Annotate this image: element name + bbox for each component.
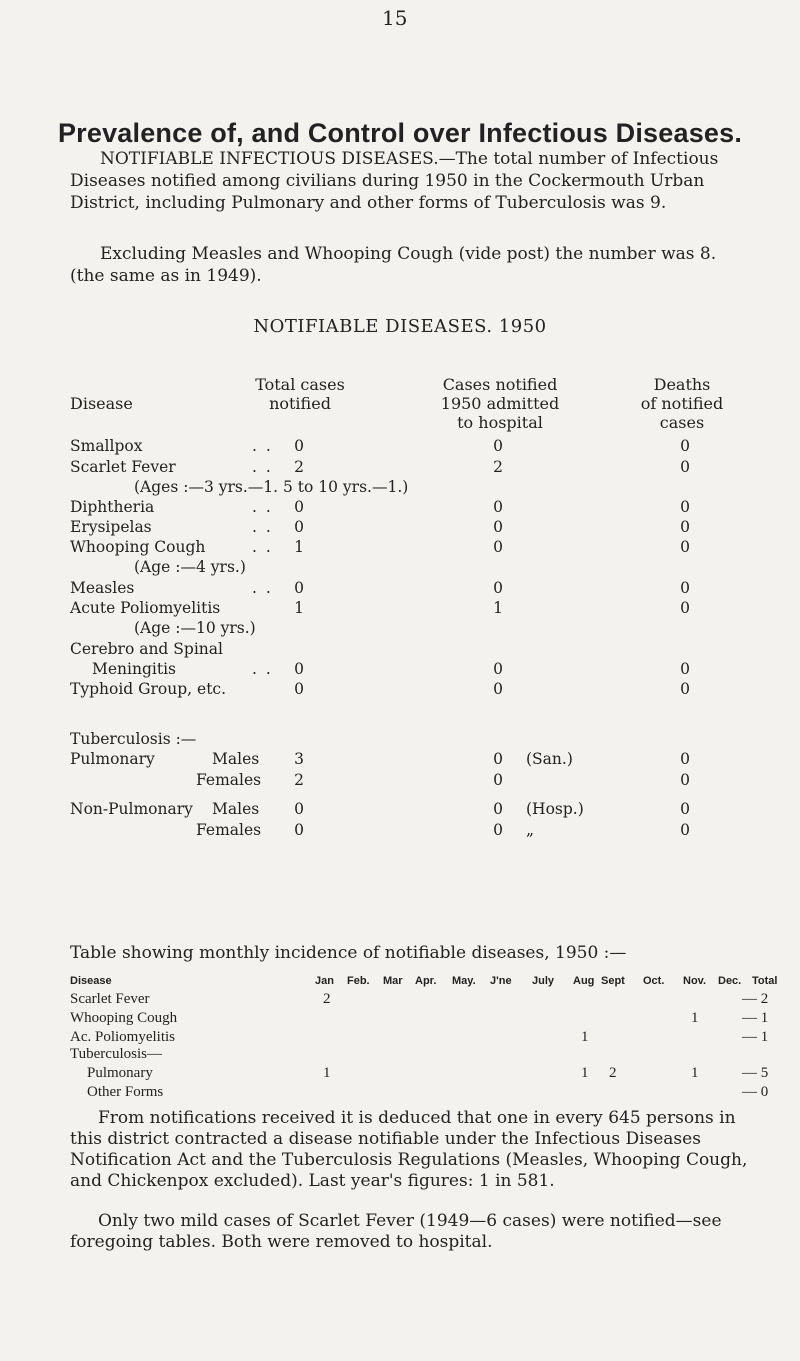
disease-name: Erysipelas: [70, 518, 152, 536]
tb-hospital-note: (San.): [526, 750, 573, 768]
deaths: 0: [680, 660, 690, 678]
header-hosp-line1: Cases notified: [442, 375, 558, 394]
excluding-paragraph: [70, 243, 750, 287]
leader-dots: . .: [252, 579, 273, 597]
header-deaths-line1: Deaths: [653, 375, 711, 394]
header-total-line2: notified: [269, 394, 331, 413]
tb-hospital-note: „: [526, 821, 535, 839]
tb-group: Pulmonary: [70, 750, 155, 768]
tb-hospital: 0: [493, 821, 503, 839]
tb-heading: Tuberculosis :—: [70, 730, 197, 748]
notifications-paragraph: [70, 1108, 750, 1192]
monthly-header-total: Total: [752, 975, 778, 987]
monthly-header-month: Dec.: [718, 975, 742, 987]
deaths: 0: [680, 538, 690, 556]
monthly-count: 1: [581, 1029, 589, 1045]
admitted-to-hospital: 0: [493, 660, 503, 678]
deaths: 0: [680, 599, 690, 617]
monthly-row-label: Scarlet Fever: [70, 991, 150, 1007]
disease-name: Cerebro and Spinal: [70, 640, 223, 658]
header-disease: Disease: [70, 394, 133, 413]
monthly-row-label: Pulmonary: [87, 1065, 153, 1081]
monthly-caption: Table showing monthly incidence of notifiable diseases, 1950 :—: [70, 943, 627, 963]
tb-total: 3: [294, 750, 304, 768]
total-notified: 2: [294, 458, 304, 476]
excluding-text: Excluding Measles and Whooping Cough (vide post) the number was 8. (the same as in 1949).: [70, 244, 717, 286]
disease-name: Measles: [70, 579, 135, 597]
tb-deaths: 0: [680, 800, 690, 818]
monthly-count: 1: [323, 1065, 331, 1081]
intro-text: NOTIFIABLE INFECTIOUS DISEASES.—The total number of Infectious Diseases notified among civilians during 1950 in the Cockermouth Urban District, including Pulmonary and other forms of Tuberculosis was 9.: [70, 149, 719, 213]
monthly-row-label: Ac. Poliomyelitis: [70, 1029, 175, 1045]
monthly-count: 1: [691, 1065, 699, 1081]
header-hosp-line3: to hospital: [457, 413, 543, 432]
deaths: 0: [680, 498, 690, 516]
disease-name: Acute Poliomyelitis: [70, 599, 221, 617]
monthly-total: — 0: [742, 1084, 769, 1100]
deaths: 0: [680, 518, 690, 536]
monthly-header-month: Feb.: [347, 975, 370, 987]
monthly-row-label: Other Forms: [87, 1084, 164, 1100]
monthly-row-label: Tuberculosis—: [70, 1046, 162, 1062]
admitted-to-hospital: 0: [493, 518, 503, 536]
monthly-header-month: Nov.: [683, 975, 707, 987]
monthly-header-month: Jan: [315, 975, 334, 987]
tb-deaths: 0: [680, 821, 690, 839]
age-note: (Age :—4 yrs.): [134, 558, 246, 576]
monthly-total: — 5: [742, 1065, 769, 1081]
scarlet-paragraph: [70, 1211, 750, 1253]
tb-total: 2: [294, 771, 304, 789]
total-notified: 0: [294, 660, 304, 678]
disease-name: Smallpox: [70, 437, 143, 455]
scarlet-text: Only two mild cases of Scarlet Fever (1949—6 cases) were notified—see foregoing tables. Both were removed to hospital.: [70, 1211, 722, 1252]
tb-sex: Males: [212, 800, 260, 818]
tb-sex: Females: [196, 821, 262, 839]
notifications-text: From notifications received it is deduced that one in every 645 persons in this district contracted a disease notifiable under the Infectious Diseases Notification Act and the Tuberculosis Regulations (Measles, Whooping Cough, and Chickenpox excluded). Last year's figures: 1 in 581.: [70, 1108, 748, 1191]
admitted-to-hospital: 0: [493, 680, 503, 698]
monthly-total: — 1: [742, 1010, 769, 1026]
monthly-header-month: J'ne: [490, 975, 512, 987]
total-notified: 0: [294, 437, 304, 455]
tb-total: 0: [294, 800, 304, 818]
leader-dots: . .: [252, 498, 273, 516]
header-deaths-line2: of notified: [640, 394, 724, 413]
intro-paragraph: [70, 148, 750, 214]
leader-dots: . .: [252, 518, 273, 536]
leader-dots: . .: [252, 458, 273, 476]
deaths: 0: [680, 458, 690, 476]
tb-deaths: 0: [680, 771, 690, 789]
admitted-to-hospital: 0: [493, 437, 503, 455]
table-title: NOTIFIABLE DISEASES. 1950: [253, 316, 547, 337]
header-hosp-line2: 1950 admitted: [440, 394, 560, 413]
deaths: 0: [680, 680, 690, 698]
total-notified: 0: [294, 498, 304, 516]
disease-name: Meningitis: [92, 660, 176, 678]
monthly-total: — 1: [742, 1029, 769, 1045]
admitted-to-hospital: 0: [493, 538, 503, 556]
monthly-count: 2: [323, 991, 331, 1007]
monthly-header-month: Oct.: [643, 975, 665, 987]
tb-group: Non-Pulmonary: [70, 800, 193, 818]
monthly-header-month: Aug: [573, 975, 595, 987]
tb-hospital: 0: [493, 750, 503, 768]
page-heading: Prevalence of, and Control over Infectious Diseases.: [57, 118, 743, 148]
monthly-header-disease: Disease: [70, 975, 112, 987]
disease-name: Whooping Cough: [70, 538, 206, 556]
leader-dots: . .: [252, 538, 273, 556]
admitted-to-hospital: 0: [493, 579, 503, 597]
tb-sex: Females: [196, 771, 262, 789]
tb-deaths: 0: [680, 750, 690, 768]
deaths: 0: [680, 579, 690, 597]
monthly-header-month: Apr.: [415, 975, 437, 987]
admitted-to-hospital: 2: [493, 458, 503, 476]
total-notified: 0: [294, 680, 304, 698]
disease-name: Diphtheria: [70, 498, 155, 516]
page-number: 15: [382, 6, 408, 30]
leader-dots: . .: [252, 437, 273, 455]
age-note: (Age :—10 yrs.): [134, 619, 256, 637]
monthly-header-month: May.: [452, 975, 476, 987]
total-notified: 0: [294, 518, 304, 536]
monthly-row-label: Whooping Cough: [70, 1010, 178, 1026]
admitted-to-hospital: 1: [493, 599, 503, 617]
deaths: 0: [680, 437, 690, 455]
tb-hospital: 0: [493, 800, 503, 818]
tb-sex: Males: [212, 750, 260, 768]
monthly-count: 2: [609, 1065, 617, 1081]
disease-name: Typhoid Group, etc.: [70, 680, 227, 698]
tb-hospital-note: (Hosp.): [526, 800, 584, 818]
monthly-count: 1: [581, 1065, 589, 1081]
total-notified: 1: [294, 599, 304, 617]
admitted-to-hospital: 0: [493, 498, 503, 516]
total-notified: 1: [294, 538, 304, 556]
monthly-total: — 2: [742, 991, 769, 1007]
monthly-header-month: July: [532, 975, 555, 987]
monthly-header-month: Sept: [601, 975, 625, 987]
leader-dots: . .: [252, 660, 273, 678]
age-note: (Ages :—3 yrs.—1. 5 to 10 yrs.—1.): [134, 478, 409, 496]
disease-name: Scarlet Fever: [70, 458, 176, 476]
tb-hospital: 0: [493, 771, 503, 789]
tb-total: 0: [294, 821, 304, 839]
header-total-line1: Total cases: [255, 375, 345, 394]
total-notified: 0: [294, 579, 304, 597]
monthly-header-month: Mar: [383, 975, 403, 987]
monthly-count: 1: [691, 1010, 699, 1026]
header-deaths-line3: cases: [659, 413, 705, 432]
